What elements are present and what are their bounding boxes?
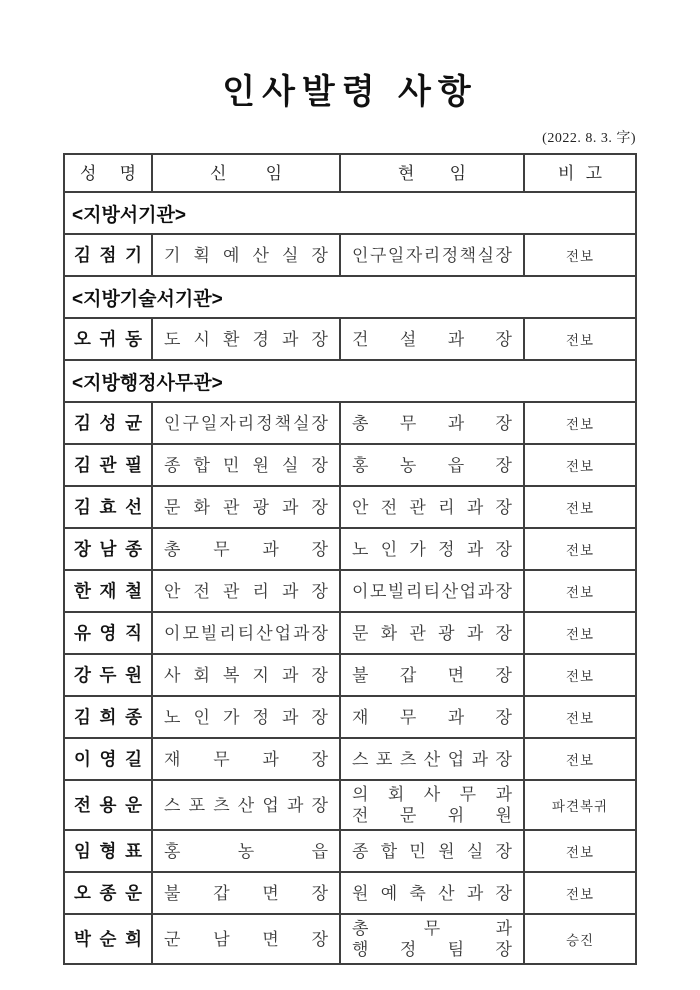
name-cell: 장 남 종 bbox=[64, 528, 152, 570]
current-position-cell: 종 합 민 원 실 장 bbox=[340, 830, 524, 872]
note-cell: 전보 bbox=[524, 612, 636, 654]
new-position-cell: 스 포 츠 산 업 과 장 bbox=[152, 780, 340, 830]
section-row bbox=[64, 360, 636, 402]
table-row bbox=[64, 738, 636, 780]
note-cell: 전보 bbox=[524, 872, 636, 914]
table-row bbox=[64, 914, 636, 964]
new-position-cell: 안 전 관 리 과 장 bbox=[152, 570, 340, 612]
section-label: <지방행정사무관> bbox=[64, 360, 636, 402]
header-new-position: 신 임 bbox=[152, 154, 340, 192]
new-position-cell: 군 남 면 장 bbox=[152, 914, 340, 964]
table-row bbox=[64, 528, 636, 570]
table-row bbox=[64, 654, 636, 696]
current-position-cell: 총 무 과 행 정 팀 장 bbox=[340, 914, 524, 964]
current-position-cell: 재 무 과 장 bbox=[340, 696, 524, 738]
table-row bbox=[64, 780, 636, 830]
name-cell: 오 귀 동 bbox=[64, 318, 152, 360]
current-position-cell: 홍 농 읍 장 bbox=[340, 444, 524, 486]
name-cell: 김 관 필 bbox=[64, 444, 152, 486]
table-row bbox=[64, 444, 636, 486]
table-row bbox=[64, 696, 636, 738]
page-title: 인사발령 사항 bbox=[222, 73, 478, 111]
section-label: <지방기술서기관> bbox=[64, 276, 636, 318]
name-cell: 김 성 균 bbox=[64, 402, 152, 444]
date-note: (2022. 8. 3. 字) bbox=[542, 131, 636, 146]
note-cell: 전보 bbox=[524, 402, 636, 444]
note-cell: 승진 bbox=[524, 914, 636, 964]
new-position-cell: 노 인 가 정 과 장 bbox=[152, 696, 340, 738]
new-position-cell: 재 무 과 장 bbox=[152, 738, 340, 780]
new-position-cell: 종 합 민 원 실 장 bbox=[152, 444, 340, 486]
name-cell: 이 영 길 bbox=[64, 738, 152, 780]
table-row bbox=[64, 612, 636, 654]
note-cell: 전보 bbox=[524, 318, 636, 360]
current-position-cell: 총 무 과 장 bbox=[340, 402, 524, 444]
name-cell: 박 순 희 bbox=[64, 914, 152, 964]
section-row bbox=[64, 192, 636, 234]
current-position-cell: 건 설 과 장 bbox=[340, 318, 524, 360]
current-position-cell: 스 포 츠 산 업 과 장 bbox=[340, 738, 524, 780]
note-cell: 전보 bbox=[524, 486, 636, 528]
name-cell: 한 재 철 bbox=[64, 570, 152, 612]
note-cell: 전보 bbox=[524, 654, 636, 696]
new-position-cell: 이 모 빌 리 티 산 업 과 장 bbox=[152, 612, 340, 654]
section-row bbox=[64, 276, 636, 318]
header-note: 비 고 bbox=[524, 154, 636, 192]
name-cell: 강 두 원 bbox=[64, 654, 152, 696]
table-row bbox=[64, 570, 636, 612]
new-position-cell: 홍 농 읍 bbox=[152, 830, 340, 872]
header-name: 성 명 bbox=[64, 154, 152, 192]
personnel-table bbox=[63, 153, 637, 965]
new-position-cell: 사 회 복 지 과 장 bbox=[152, 654, 340, 696]
header-current-position: 현 임 bbox=[340, 154, 524, 192]
name-cell: 김 효 선 bbox=[64, 486, 152, 528]
current-position-cell: 안 전 관 리 과 장 bbox=[340, 486, 524, 528]
new-position-cell: 총 무 과 장 bbox=[152, 528, 340, 570]
note-cell: 전보 bbox=[524, 570, 636, 612]
current-position-cell: 의 회 사 무 과 전 문 위 원 bbox=[340, 780, 524, 830]
table-row bbox=[64, 234, 636, 276]
note-cell: 전보 bbox=[524, 528, 636, 570]
current-position-cell: 불 갑 면 장 bbox=[340, 654, 524, 696]
new-position-cell: 도 시 환 경 과 장 bbox=[152, 318, 340, 360]
name-cell: 김 희 종 bbox=[64, 696, 152, 738]
current-position-cell: 이 모 빌 리 티 산 업 과 장 bbox=[340, 570, 524, 612]
note-cell: 전보 bbox=[524, 738, 636, 780]
note-cell: 전보 bbox=[524, 830, 636, 872]
new-position-cell: 인 구 일 자 리 정 책 실 장 bbox=[152, 402, 340, 444]
note-cell: 전보 bbox=[524, 696, 636, 738]
table-row bbox=[64, 830, 636, 872]
new-position-cell: 불 갑 면 장 bbox=[152, 872, 340, 914]
current-position-cell: 인 구 일 자 리 정 책 실 장 bbox=[340, 234, 524, 276]
new-position-cell: 기 획 예 산 실 장 bbox=[152, 234, 340, 276]
name-cell: 김 점 기 bbox=[64, 234, 152, 276]
note-cell: 파견복귀 bbox=[524, 780, 636, 830]
table-row bbox=[64, 402, 636, 444]
table-header-row bbox=[64, 154, 636, 192]
note-cell: 전보 bbox=[524, 444, 636, 486]
table-row bbox=[64, 872, 636, 914]
name-cell: 유 영 직 bbox=[64, 612, 152, 654]
section-label: <지방서기관> bbox=[64, 192, 636, 234]
current-position-cell: 원 예 축 산 과 장 bbox=[340, 872, 524, 914]
name-cell: 오 종 운 bbox=[64, 872, 152, 914]
current-position-cell: 문 화 관 광 과 장 bbox=[340, 612, 524, 654]
current-position-cell: 노 인 가 정 과 장 bbox=[340, 528, 524, 570]
note-cell: 전보 bbox=[524, 234, 636, 276]
table-row bbox=[64, 486, 636, 528]
name-cell: 임 형 표 bbox=[64, 830, 152, 872]
table-row bbox=[64, 318, 636, 360]
name-cell: 전 용 운 bbox=[64, 780, 152, 830]
new-position-cell: 문 화 관 광 과 장 bbox=[152, 486, 340, 528]
